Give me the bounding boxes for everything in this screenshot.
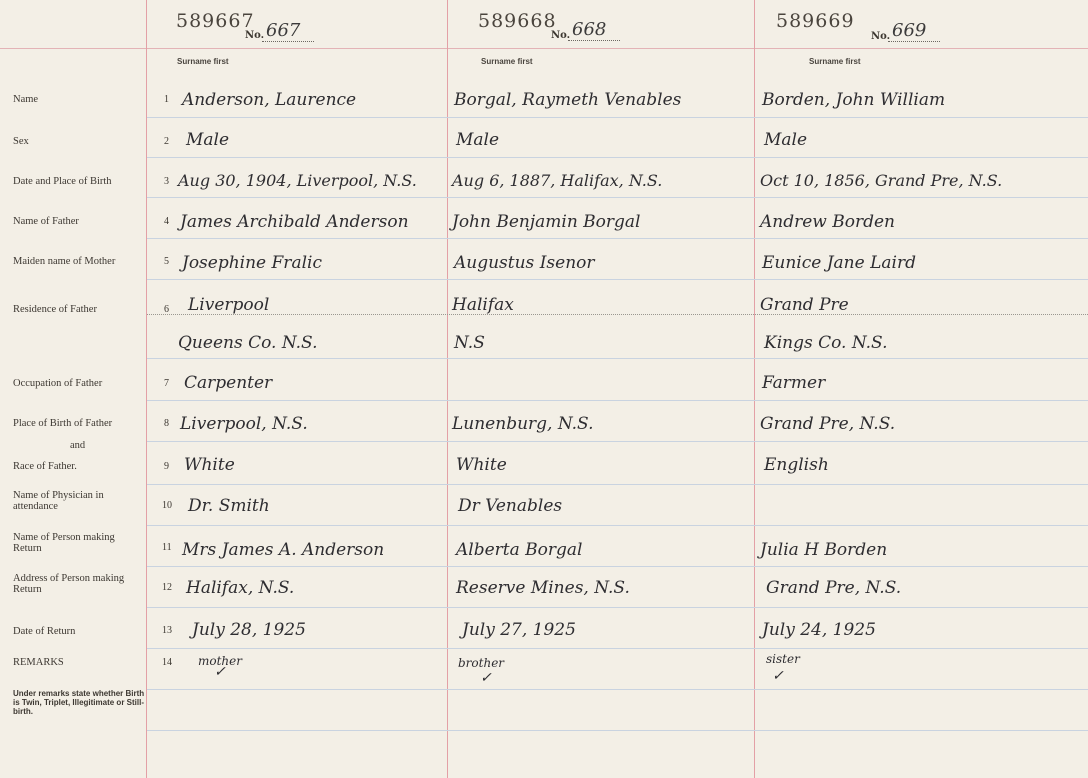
row-number: 14 — [162, 657, 172, 668]
label-residence: Residence of Father — [13, 304, 97, 315]
ruled-line — [147, 279, 1088, 280]
ruled-line — [147, 197, 1088, 198]
ruled-line — [147, 648, 1088, 649]
entry-address-return: Grand Pre, N.S. — [766, 578, 902, 598]
handwritten-number: 667 — [262, 20, 314, 42]
entry-residence: Grand Pre — [760, 295, 849, 315]
ruled-line — [147, 566, 1088, 567]
row-number: 3 — [164, 176, 169, 187]
label-mother: Maiden name of Mother — [13, 256, 116, 267]
entry-person-return: Mrs James A. Anderson — [182, 540, 385, 560]
certificate-number: 589669 — [776, 10, 855, 32]
entry-dob: Aug 6, 1887, Halifax, N.S. — [452, 171, 663, 190]
entry-race: English — [764, 455, 829, 475]
entry-residence-county: Kings Co. N.S. — [764, 333, 888, 353]
entry-sex: Male — [764, 130, 808, 150]
entry-remarks: mother — [198, 654, 242, 668]
row-number: 12 — [162, 582, 172, 593]
ruled-line — [147, 441, 1088, 442]
entry-date-return: July 27, 1925 — [462, 620, 576, 640]
surname-first-label: Surname first — [809, 57, 861, 66]
row-number: 5 — [164, 256, 169, 267]
label-sex: Sex — [13, 136, 29, 147]
row-number: 10 — [162, 500, 172, 511]
dotted-line — [147, 314, 1088, 316]
row-number: 7 — [164, 378, 169, 389]
check-mark-icon: ✓ — [214, 664, 226, 680]
entry-birthplace-father: Liverpool, N.S. — [180, 414, 308, 434]
label-occupation: Occupation of Father — [13, 378, 103, 389]
entry-address-return: Halifax, N.S. — [186, 578, 295, 598]
ruled-line — [147, 484, 1088, 485]
entry-mother: Eunice Jane Laird — [762, 253, 916, 273]
entry-residence-county: Queens Co. N.S. — [178, 333, 318, 353]
row-number: 4 — [164, 216, 169, 227]
label-physician: Name of Physician in attendance — [13, 490, 104, 512]
entry-remarks: sister — [766, 652, 800, 666]
entry-mother: Josephine Fralic — [182, 253, 322, 273]
entry-dob: Aug 30, 1904, Liverpool, N.S. — [178, 171, 417, 190]
entry-mother: Augustus Isenor — [454, 253, 595, 273]
header-rule — [0, 48, 1088, 49]
label-dob: Date and Place of Birth — [13, 176, 112, 187]
entry-father: James Archibald Anderson — [180, 212, 409, 232]
entry-name: Borden, John William — [762, 90, 946, 110]
label-date-return: Date of Return — [13, 626, 76, 637]
ruled-line — [147, 400, 1088, 401]
no-label: No. — [551, 30, 571, 41]
entry-dob: Oct 10, 1856, Grand Pre, N.S. — [760, 171, 1003, 190]
entry-occupation: Carpenter — [184, 373, 273, 393]
label-address-return: Address of Person making Return — [13, 573, 125, 595]
label-birthplace-father: Place of Birth of Father — [13, 418, 113, 429]
check-mark-icon: ✓ — [772, 668, 784, 684]
label-remarks: REMARKS — [13, 657, 64, 668]
check-mark-icon: ✓ — [480, 670, 492, 686]
entry-name: Anderson, Laurence — [182, 90, 357, 110]
entry-sex: Male — [186, 130, 230, 150]
entry-physician: Dr. Smith — [188, 496, 270, 516]
entry-birthplace-father: Grand Pre, N.S. — [760, 414, 896, 434]
entry-name: Borgal, Raymeth Venables — [454, 90, 682, 110]
label-and: and — [70, 440, 86, 451]
no-label: No. — [245, 30, 265, 41]
handwritten-number: 669 — [888, 20, 940, 42]
row-number: 1 — [164, 94, 169, 105]
row-number: 2 — [164, 136, 169, 147]
remarks-instruction: Under remarks state whether Birth is Twin, Triplet, Illegitimate or Still-birth. — [13, 689, 145, 716]
entry-father: Andrew Borden — [760, 212, 895, 232]
surname-first-label: Surname first — [177, 57, 229, 66]
label-person-return: Name of Person making Return — [13, 532, 115, 554]
entry-physician: Dr Venables — [458, 496, 563, 516]
row-number: 6 — [164, 304, 169, 315]
entry-address-return: Reserve Mines, N.S. — [456, 578, 630, 598]
entry-birthplace-father: Lunenburg, N.S. — [452, 414, 594, 434]
surname-first-label: Surname first — [481, 57, 533, 66]
certificate-number: 589667 — [176, 10, 255, 32]
ruled-line — [147, 157, 1088, 158]
ruled-line — [147, 238, 1088, 239]
entry-date-return: July 24, 1925 — [762, 620, 876, 640]
entry-father: John Benjamin Borgal — [452, 212, 641, 232]
entry-date-return: July 28, 1925 — [192, 620, 306, 640]
row-number: 9 — [164, 461, 169, 472]
no-label: No. — [871, 31, 891, 42]
label-father: Name of Father — [13, 216, 79, 227]
ruled-line — [147, 607, 1088, 608]
row-number: 13 — [162, 625, 172, 636]
entry-residence: Liverpool — [188, 295, 270, 315]
certificate-number: 589668 — [478, 10, 557, 32]
row-number: 11 — [162, 542, 172, 553]
label-race: Race of Father. — [13, 461, 77, 472]
label-name: Name — [13, 94, 39, 105]
entry-remarks: brother — [458, 656, 505, 670]
ruled-line — [147, 730, 1088, 731]
entry-residence-county: N.S — [454, 333, 485, 353]
ruled-line — [147, 689, 1088, 690]
entry-person-return: Julia H Borden — [760, 540, 888, 560]
ruled-line — [147, 525, 1088, 526]
entry-sex: Male — [456, 130, 500, 150]
handwritten-number: 668 — [568, 19, 620, 41]
ruled-line — [147, 358, 1088, 359]
ruled-line — [147, 117, 1088, 118]
entry-person-return: Alberta Borgal — [456, 540, 583, 560]
entry-race: White — [456, 455, 507, 475]
row-number: 8 — [164, 418, 169, 429]
entry-occupation: Farmer — [762, 373, 826, 393]
entry-residence: Halifax — [452, 295, 514, 315]
entry-race: White — [184, 455, 235, 475]
